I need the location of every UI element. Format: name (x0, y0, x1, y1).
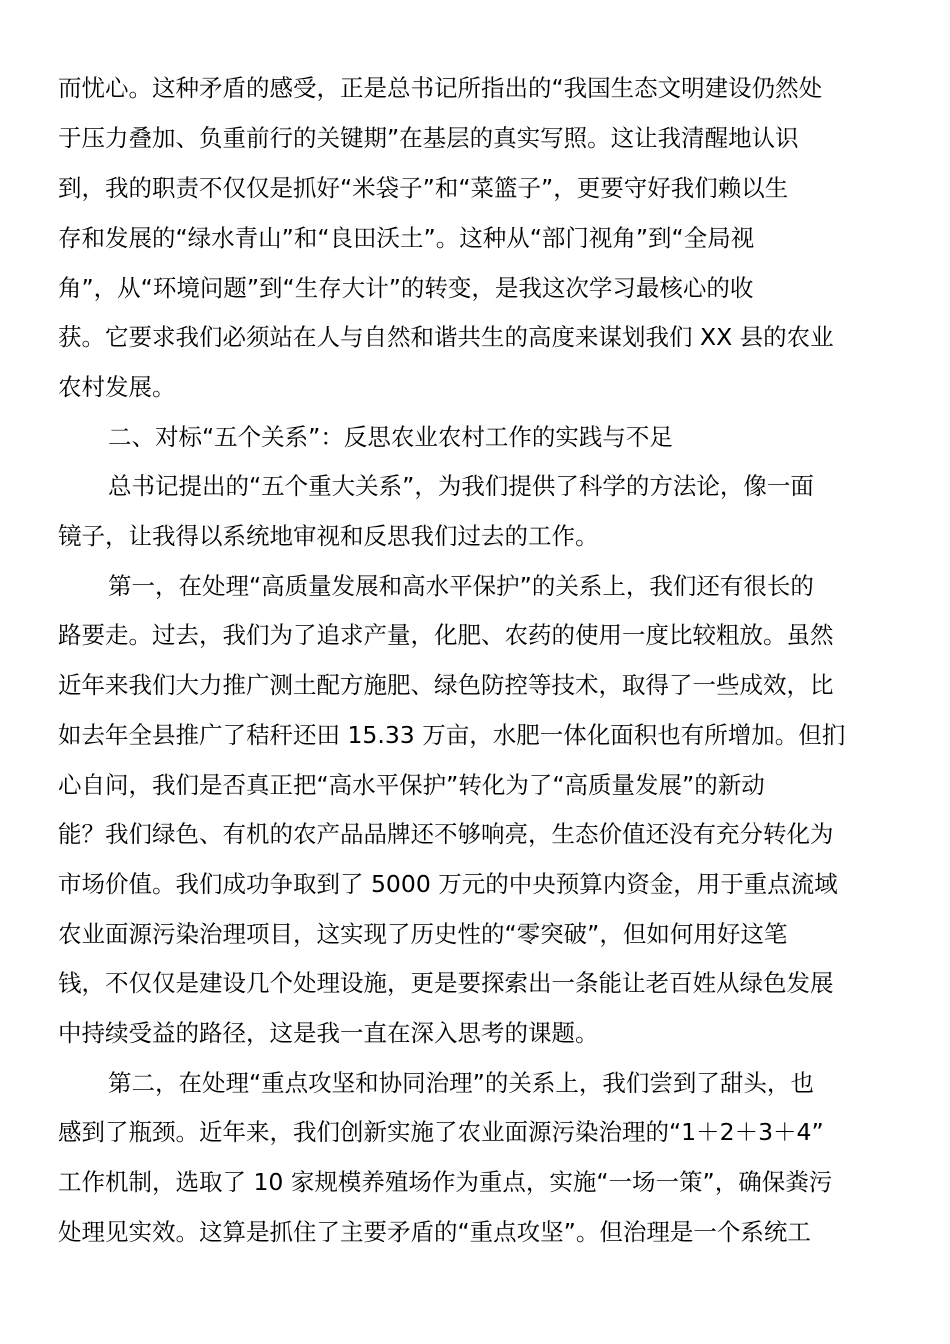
text-line: 能？我们绿色、有机的农产品品牌还不够响亮，生态价值还没有充分转化为 (58, 820, 834, 848)
text-line: 处理见实效。这算是抓住了主要矛盾的“重点攻坚”。但治理是一个系统工 (58, 1218, 811, 1246)
text-line: 于压力叠加、负重前行的关键期”在基层的真实写照。这让我清醒地认识 (58, 124, 799, 152)
text-line: 第一，在处理“高质量发展和高水平保护”的关系上，我们还有很长的 (108, 572, 814, 600)
text-line: 中持续受益的路径，这是我一直在深入思考的课题。 (58, 1019, 599, 1047)
text-line: 钱，不仅仅是建设几个处理设施，更是要探索出一条能让老百姓从绿色发展 (58, 969, 834, 997)
text-line: 如去年全县推广了秸秆还田 15.33 万亩，水肥一体化面积也有所增加。但扪 (58, 721, 846, 749)
text-line: 总书记提出的“五个重大关系”，为我们提供了科学的方法论，像一面 (108, 472, 814, 500)
text-line: 市场价值。我们成功争取到了 5000 万元的中央预算内资金，用于重点流域 (58, 870, 838, 898)
text-line: 存和发展的“绿水青山”和“良田沃土”。这种从“部门视角”到“全局视 (58, 224, 755, 252)
text-line: 心自问，我们是否真正把“高水平保护”转化为了“高质量发展”的新动 (58, 771, 765, 799)
text-line: 近年来我们大力推广测土配方施肥、绿色防控等技术，取得了一些成效，比 (58, 671, 834, 699)
text-line: 农村发展。 (58, 373, 176, 401)
text-line: 到，我的职责不仅仅是抓好“米袋子”和“菜篮子”，更要守好我们赖以生 (58, 174, 789, 202)
text-line: 感到了瓶颈。近年来，我们创新实施了农业面源污染治理的“1＋2＋3＋4” (58, 1118, 824, 1146)
text-line: 镜子，让我得以系统地审视和反思我们过去的工作。 (58, 522, 599, 550)
text-line: 路要走。过去，我们为了追求产量，化肥、农药的使用一度比较粗放。虽然 (58, 621, 834, 649)
text-line: 工作机制，选取了 10 家规模养殖场作为重点，实施“一场一策”，确保粪污 (58, 1168, 833, 1196)
section-heading: 二、对标“五个关系”：反思农业农村工作的实践与不足 (108, 423, 673, 451)
text-line: 而忧心。这种矛盾的感受，正是总书记所指出的“我国生态文明建设仍然处 (58, 74, 823, 102)
text-line: 角”，从“环境问题”到“生存大计”的转变，是我这次学习最核心的收 (58, 274, 754, 302)
text-line: 第二，在处理“重点攻坚和协同治理”的关系上，我们尝到了甜头，也 (108, 1069, 814, 1097)
text-line: 农业面源污染治理项目，这实现了历史性的“零突破”，但如何用好这笔 (58, 920, 788, 948)
text-line: 获。它要求我们必须站在人与自然和谐共生的高度来谋划我们 XX 县的农业 (58, 323, 834, 351)
